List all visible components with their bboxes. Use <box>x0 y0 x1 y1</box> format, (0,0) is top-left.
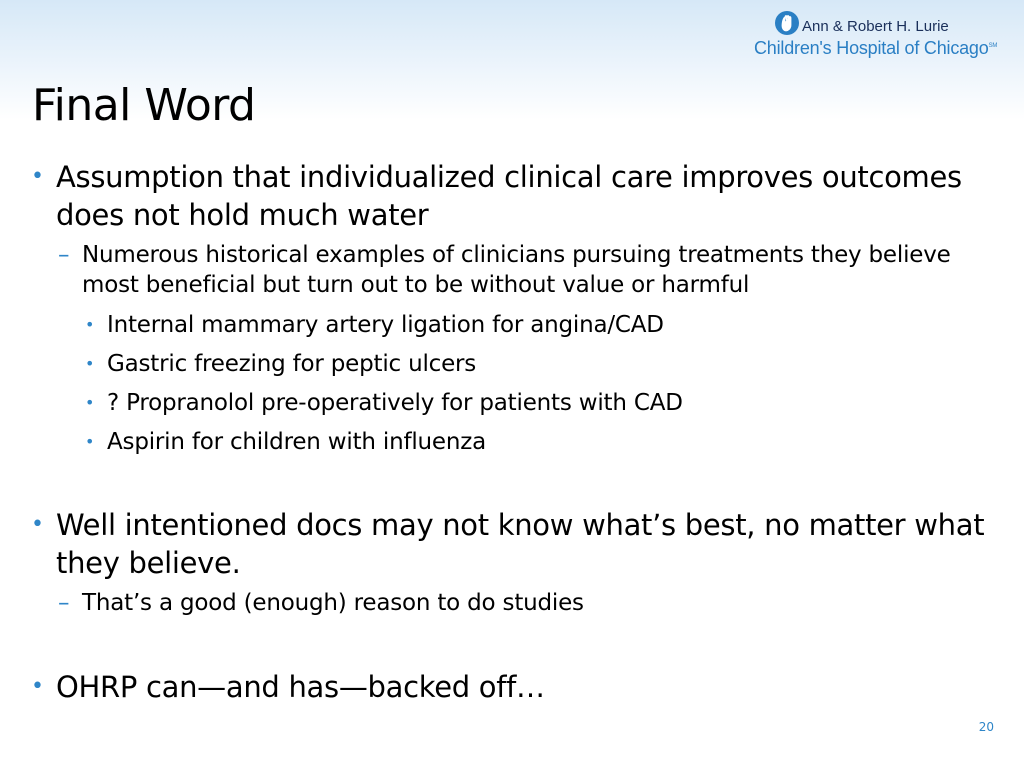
bullet-dot-icon: • <box>85 315 95 334</box>
bullet-item-5 <box>85 388 967 418</box>
logo-line2-text: Children's Hospital of Chicago <box>754 38 989 58</box>
bullet-text: ? Propranolol pre-operatively for patients with CAD <box>107 390 683 416</box>
logo-trademark: SM <box>988 43 998 49</box>
bullet-dot-icon: • <box>85 354 95 373</box>
bullet-dot-icon: • <box>31 674 44 699</box>
bullet-item-7 <box>31 506 986 582</box>
bullet-text: Numerous historical examples of clinicians pursuing treatments they believe most beneficial but turn out to be without value or harmful <box>82 242 951 298</box>
bullet-dot-icon: • <box>31 512 44 537</box>
bullet-text: Internal mammary artery ligation for angina/CAD <box>107 312 664 338</box>
bullet-item-8 <box>58 588 962 618</box>
bullet-text: Aspirin for children with influenza <box>107 429 487 455</box>
slide-title: Final Word <box>32 80 256 131</box>
bullet-text: Assumption that individualized clinical care improves outcomes does not hold much water <box>56 160 962 232</box>
bullet-text: Gastric freezing for peptic ulcers <box>107 351 477 377</box>
dash-icon: – <box>58 590 70 616</box>
bullet-dot-icon: • <box>85 393 95 412</box>
dash-icon: – <box>58 242 70 268</box>
bullet-dot-icon: • <box>31 164 44 189</box>
hand-heart-icon <box>774 10 800 36</box>
bullet-item-3 <box>85 310 967 340</box>
page-number: 20 <box>978 720 994 734</box>
bullet-item-1 <box>31 158 986 234</box>
bullet-item-4 <box>85 349 967 379</box>
bullet-dot-icon: • <box>85 432 95 451</box>
logo-line2 <box>754 38 997 59</box>
hospital-logo <box>754 10 1014 66</box>
logo-line1: Ann & Robert H. Lurie <box>802 18 949 35</box>
bullet-item-6 <box>85 427 967 457</box>
bullet-text: That’s a good (enough) reason to do studies <box>82 590 584 616</box>
bullet-text: Well intentioned docs may not know what’s best, no matter what they believe. <box>56 508 985 580</box>
bullet-item-9 <box>31 668 986 706</box>
bullet-text: OHRP can—and has—backed off… <box>56 670 545 704</box>
bullet-item-2 <box>58 240 962 300</box>
